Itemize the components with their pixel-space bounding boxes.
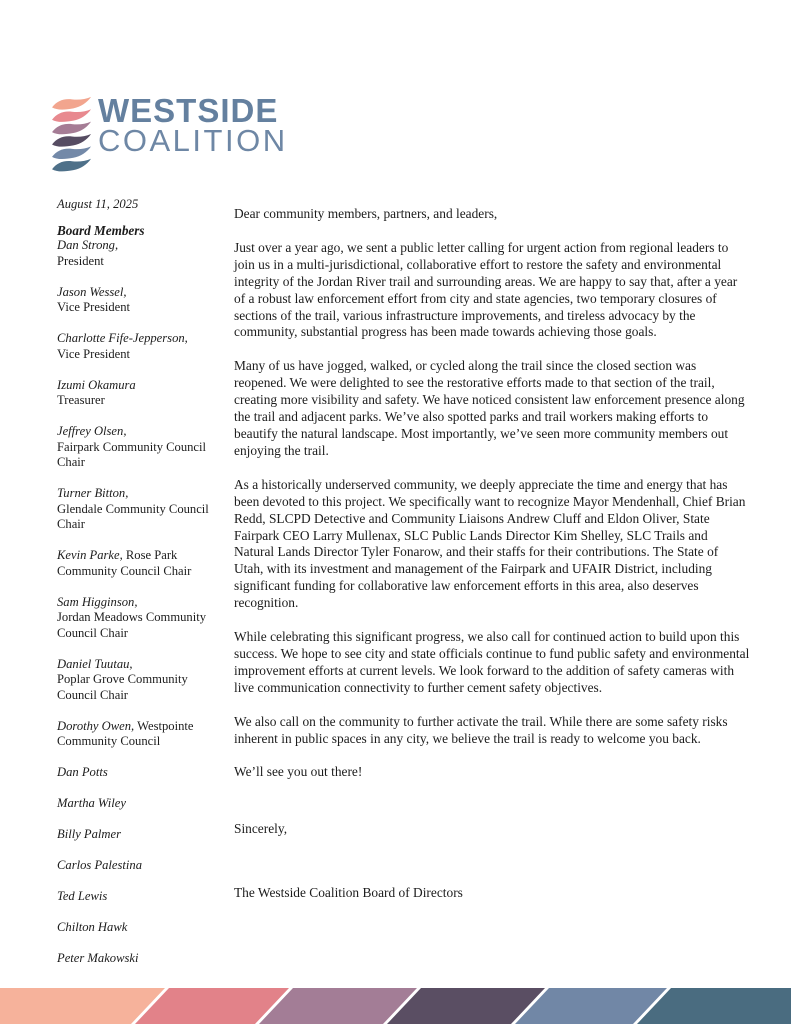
- board-member-name: Sam Higginson,: [57, 594, 138, 609]
- logo-wave-4: [52, 134, 91, 147]
- board-member-title: President: [57, 253, 104, 268]
- logo-wave-6: [52, 159, 91, 172]
- board-member: [57, 765, 229, 781]
- board-member: [57, 595, 229, 642]
- board-member: [57, 951, 229, 967]
- board-member: [57, 858, 229, 874]
- letter-paragraph: We’ll see you out there!: [234, 764, 363, 780]
- board-member-name: Turner Bitton,: [57, 486, 129, 500]
- board-member-title: Glendale Community Council Chair: [57, 501, 209, 531]
- letter-signature: The Westside Coalition Board of Directors: [234, 885, 463, 901]
- board-member-title: Rose Park Community Council Chair: [57, 548, 192, 578]
- board-member: [57, 889, 229, 905]
- letter-paragraph: Just over a year ago, we sent a public letter calling for urgent action from regional leaders to join us in a multi-jurisdictional, collaborative effort to restore the safety and environmental integrity of the Jordan River trail and surrounding areas. We are happy to say that, after a year of a robust law enforcement effort from city and state agencies, two temporary closures of sections of the trail, various infrastructure improvements, and tireless advocacy by the community, substantial progress has been made towards achieving those goals.: [234, 239, 738, 340]
- board-member-name: Peter Makowski: [57, 951, 139, 965]
- westside-coalition-logo: [50, 92, 288, 173]
- board-member-title: Treasurer: [57, 393, 105, 407]
- board-member-title: Fairpark Community Council Chair: [57, 439, 207, 469]
- letter-body: [234, 206, 750, 902]
- footer-stripe-band: [0, 988, 791, 1024]
- board-member: [57, 378, 229, 409]
- letter-date: August 11, 2025: [57, 197, 139, 211]
- board-member-name: Billy Palmer: [57, 827, 122, 841]
- board-member: [57, 796, 229, 812]
- board-members-list: [57, 238, 229, 967]
- board-member: [57, 548, 229, 579]
- board-member-name: Izumi Okamura: [57, 377, 136, 392]
- logo-wave-1: [52, 97, 91, 110]
- board-member-name: Martha Wiley: [57, 796, 126, 810]
- board-member: [57, 331, 229, 362]
- board-member-name: Dorothy Owen,: [57, 718, 135, 733]
- footer-stripes-graphic: [0, 988, 791, 1024]
- board-member: [57, 285, 229, 316]
- board-member-title: Vice President: [57, 346, 131, 361]
- board-member-name: Carlos Palestina: [57, 858, 143, 872]
- board-member: [57, 424, 229, 471]
- letter-paragraph: As a historically underserved community, we deeply appreciate the time and energy that has been devoted to this project. We specifically want to recognize Mayor Mendenhall, Chief Brian Redd, SLCPD Detective and Community Liaisons Andrew Cluff and Eldon Oliver, State Fairpark CEO Larry Mullenax, SLC Public Lands Director Kim Shelley, SLC Trails and Natural Lands Director Tyler Fonarow, and their staffs for their contributions. The State of Utah, with its investment and management of the Fairpark and UFAIR District, including significant funding for collaborative law enforcement efforts in this area, also deserves recognition.: [234, 476, 746, 611]
- logo-word-coalition: COALITION: [98, 123, 288, 158]
- letter-closing: Sincerely,: [234, 821, 288, 837]
- board-member-name: Jeffrey Olsen,: [57, 424, 127, 438]
- letter-paragraph: Many of us have jogged, walked, or cycled along the trail since the closed section was reopened. We were delighted to see the restorative efforts made to that section of the trail, creating more visibility and safety. We have noticed consistent law enforcement presence along the trail and adjacent parks. We’ve also spotted parks and trail workers making efforts to beautify the natural landscape. Most importantly, we’ve seen more community members out enjoying the trail.: [234, 358, 745, 458]
- logo-wave-2: [52, 109, 91, 122]
- sidebar: [57, 197, 229, 967]
- logo-wordmark: [98, 92, 288, 158]
- letter-paragraphs: [234, 240, 750, 781]
- letter-paragraph: We also call on the community to further activate the trail. While there are some safety risks inherent in public spaces in any city, we believe the trail is ready to welcome you back.: [234, 713, 728, 746]
- board-member-title: Poplar Grove Community Council Chair: [57, 672, 188, 702]
- board-member: [57, 827, 229, 843]
- board-member: [57, 486, 229, 533]
- board-member-name: Dan Potts: [57, 765, 108, 779]
- board-member-name: Chilton Hawk: [57, 920, 128, 934]
- logo-word-westside: WESTSIDE: [98, 92, 279, 129]
- board-member-name: Kevin Parke,: [57, 548, 123, 562]
- board-member-name: Jason Wessel,: [57, 284, 127, 299]
- logo-waves-icon: [50, 95, 94, 173]
- board-member: [57, 238, 229, 269]
- board-member: [57, 719, 229, 750]
- board-member-name: Dan Strong,: [57, 238, 119, 252]
- logo-wave-3: [52, 122, 91, 135]
- board-member-title: Jordan Meadows Community Council Chair: [57, 610, 207, 640]
- board-member-name: Daniel Tuutau,: [57, 656, 133, 671]
- letter-paragraph: While celebrating this significant progress, we also call for continued action to build upon this success. We hope to see city and state officials continue to fund public safety and environmental improvement efforts at current levels. We look forward to the addition of safety cameras with live communication connectivity to further cement safety objectives.: [234, 629, 750, 695]
- board-member-name: Ted Lewis: [57, 889, 108, 903]
- board-member: [57, 657, 229, 704]
- board-members-heading: Board Members: [57, 222, 145, 238]
- board-member-name: Charlotte Fife-Jepperson,: [57, 331, 188, 345]
- logo-wave-5: [52, 146, 91, 159]
- board-member-title: Vice President: [57, 300, 131, 314]
- letter-greeting: Dear community members, partners, and leaders,: [234, 206, 498, 221]
- board-member: [57, 920, 229, 936]
- board-member-title: Westpointe Community Council: [57, 718, 194, 748]
